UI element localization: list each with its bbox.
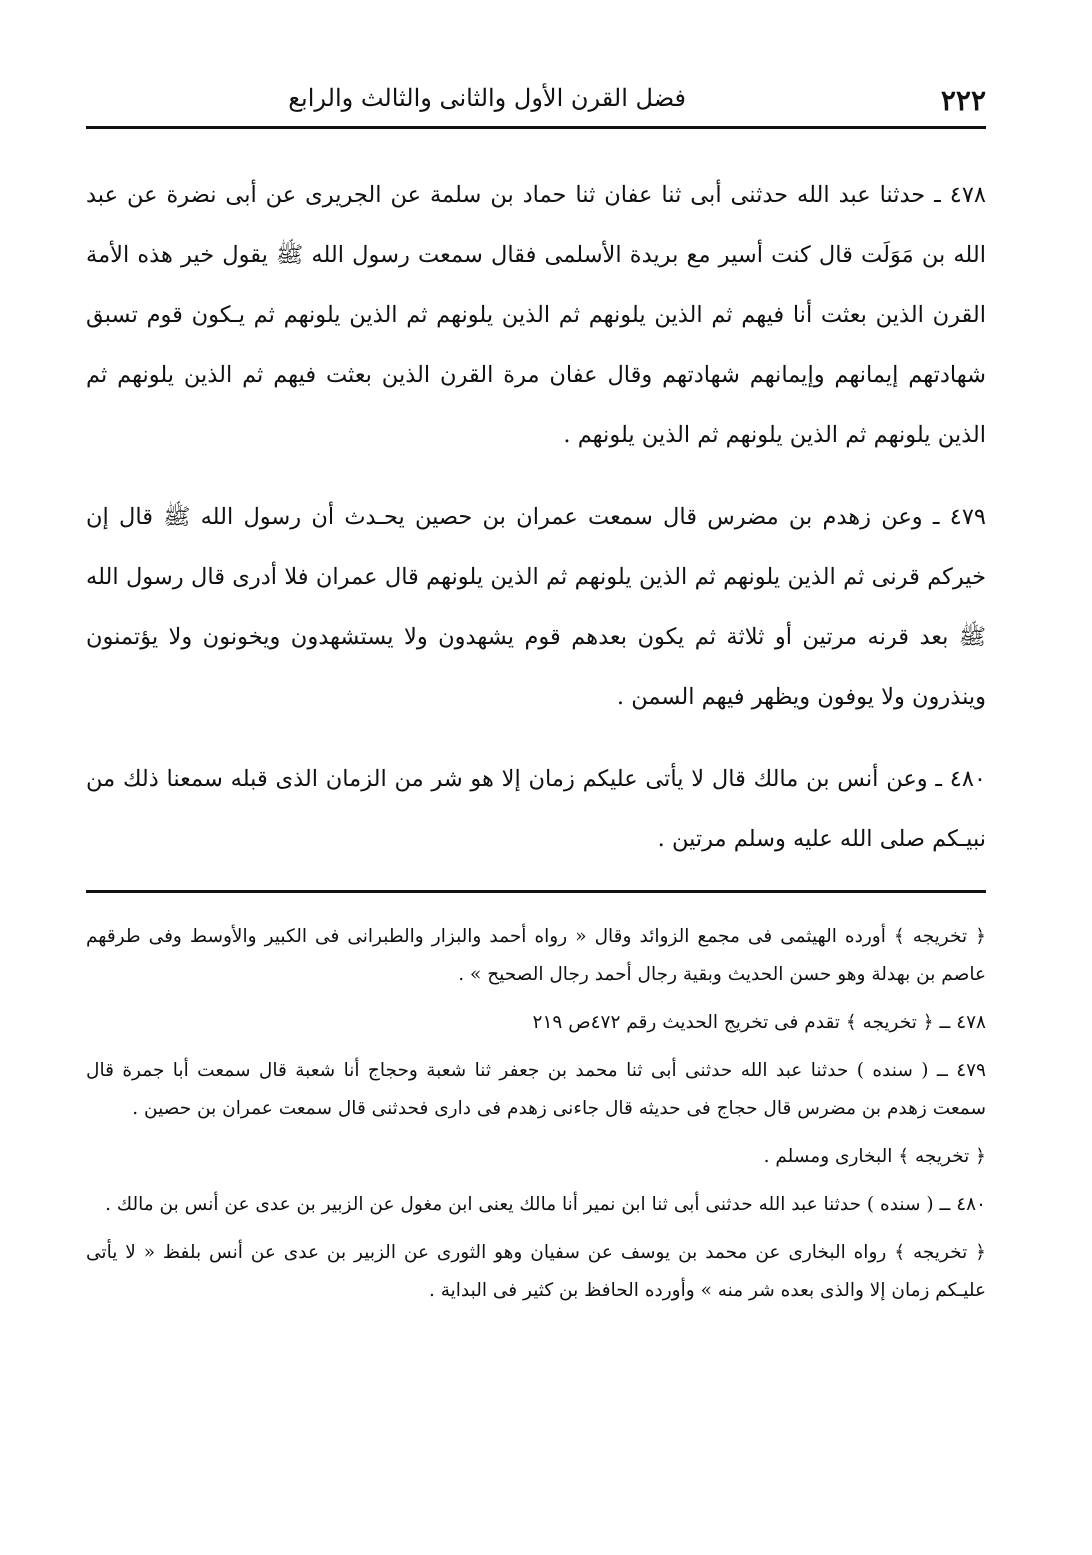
page-number: ٢٢٢	[940, 84, 986, 117]
hadith-text: وعن زهدم بن مضرس قال سمعت عمران بن حصين يحـدث أن رسول الله ﷺ قال إن خيركم قرنى ثم الذين يلونهم ثم الذين يلونهم ثم الذين يلونهم قال عمران فلا أدرى قال رسول الله ﷺ بعد قرنه مرتين أو ثلاثة ثم يكون بعدهم قوم يشهدون ولا يستشهدون ويخونون ولا يؤتمنون وينذرون ولا يوفون ويظهر فيهم السمن .	[86, 504, 986, 710]
footnote: ٤٧٩ ــ ( سنده ) حدثنا عبد الله حدثنى أبى ثنا محمد بن جعفر ثنا شعبة وحجاج أنا شعبة قال سمعت أبا جمرة قال سمعت زهدم بن مضرس قال حجاج فى حديثه قال جاءنى زهدم فى دارى فحدثنى قال سمعت عمران بن حصين .	[86, 1060, 986, 1119]
hadith-number: ٤٨٠	[949, 766, 987, 792]
footnote: ﴿ تخريجه ﴾ البخارى ومسلم .	[763, 1146, 986, 1167]
hadith-479: ٤٧٩ ـ وعن زهدم بن مضرس قال سمعت عمران بن حصين يحـدث أن رسول الله ﷺ قال إن خيركم قرنى ثم الذين يلونهم ثم الذين يلونهم ثم الذين يلونهم قال عمران فلا أدرى قال رسول الله ﷺ بعد قرنه مرتين أو ثلاثة ثم يكون بعدهم قوم يشهدون ولا يستشهدون ويخونون ولا يؤتمنون وينذرون ولا يوفون ويظهر فيهم السمن .	[86, 504, 986, 710]
header-rule	[86, 126, 986, 129]
page-header	[86, 78, 986, 124]
footnote: ﴿ تخريجه ﴾ أورده الهيثمى فى مجمع الزوائد وقال « رواه أحمد والبزار والطبرانى فى الكبير والأوسط وفى طرقهم عاصم بن بهدلة وهو حسن الحديث وبقية رجال أحمد رجال الصحيح » .	[86, 926, 986, 985]
hadith-number: ٤٧٨	[949, 182, 986, 208]
running-title: فضل القرن الأول والثانى والثالث والرابع	[288, 84, 686, 112]
hadith-text: وعن أنس بن مالك قال لا يأتى عليكم زمان إلا هو شر من الزمان الذى قبله سمعنا ذلك من نبيـكم صلى الله عليه وسلم مرتين .	[86, 766, 986, 852]
hadith-number: ٤٧٩	[949, 504, 986, 530]
hadith-478: ٤٧٨ ـ حدثنا عبد الله حدثنى أبى ثنا عفان ثنا حماد بن سلمة عن الجريرى عن أبى نضرة عن عبد الله بن مَوَلَت قال كنت أسير مع بريدة الأسلمى فقال سمعت رسول الله ﷺ يقول خير هذه الأمة القرن الذين بعثت أنا فيهم ثم الذين يلونهم ثم الذين يلونهم ثم الذين يلونهم ثم يـكون قوم تسبق شهادتهم إيمانهم وإيمانهم شهادتهم وقال عفان مرة القرن الذين بعثت فيهم ثم الذين يلونهم ثم الذين يلونهم ثم الذين يلونهم ثم الذين يلونهم .	[86, 182, 986, 448]
footnote: ٤٧٨ ــ ﴿ تخريجه ﴾ تقدم فى تخريج الحديث رقم ٤٧٢ص ٢١٩	[532, 1012, 986, 1033]
footnote: ٤٨٠ ــ ( سنده ) حدثنا عبد الله حدثنى أبى ثنا ابن نمير أنا مالك يعنى ابن مغول عن الزبير بن عدى عن أنس بن مالك .	[105, 1194, 986, 1215]
footnotes	[86, 918, 986, 1320]
footnote-rule	[86, 890, 986, 893]
hadith-text: حدثنا عبد الله حدثنى أبى ثنا عفان ثنا حماد بن سلمة عن الجريرى عن أبى نضرة عن عبد الله بن مَوَلَت قال كنت أسير مع بريدة الأسلمى فقال سمعت رسول الله ﷺ يقول خير هذه الأمة القرن الذين بعثت أنا فيهم ثم الذين يلونهم ثم الذين يلونهم ثم الذين يلونهم ثم يـكون قوم تسبق شهادتهم إيمانهم وإيمانهم شهادتهم وقال عفان مرة القرن الذين بعثت فيهم ثم الذين يلونهم ثم الذين يلونهم ثم الذين يلونهم ثم الذين يلونهم .	[86, 182, 986, 448]
main-text	[86, 165, 986, 869]
footnote: ﴿ تخريجه ﴾ رواه البخارى عن محمد بن يوسف عن سفيان وهو الثورى عن الزبير بن عدى عن أنس بلفظ « لا يأتى عليـكم زمان إلا والذى بعده شر منه » وأورده الحافظ بن كثير فى البداية .	[86, 1242, 986, 1301]
hadith-480: ٤٨٠ ـ وعن أنس بن مالك قال لا يأتى عليكم زمان إلا هو شر من الزمان الذى قبله سمعنا ذلك من نبيـكم صلى الله عليه وسلم مرتين .	[86, 766, 987, 852]
